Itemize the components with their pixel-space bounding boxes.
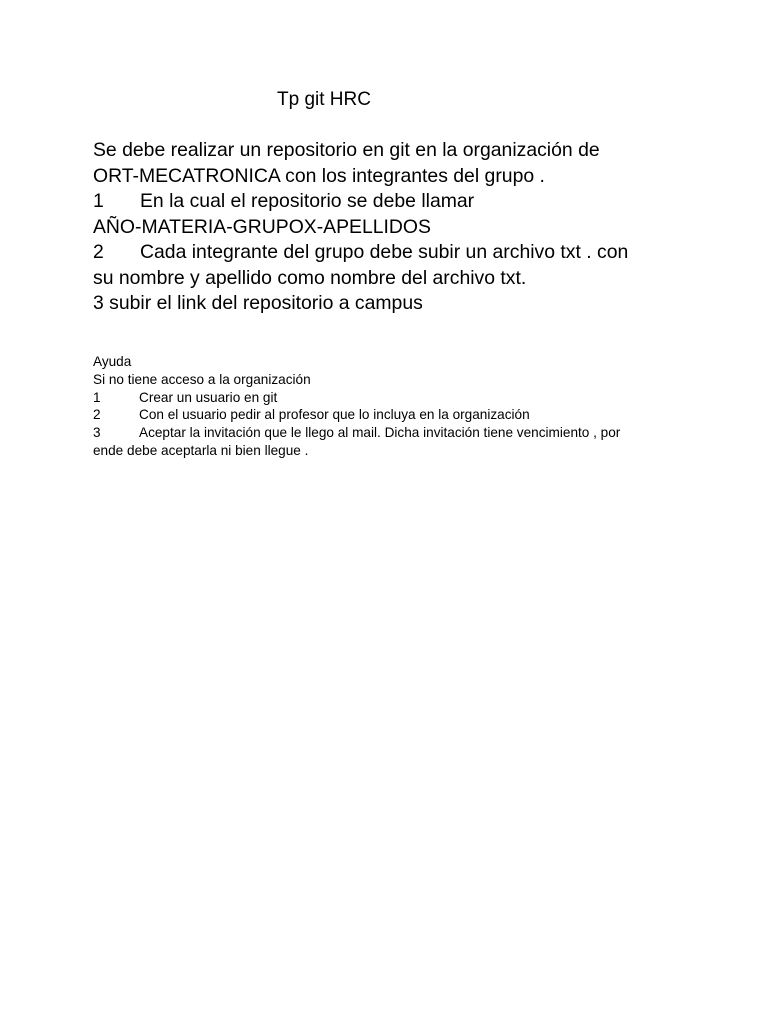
step-1-number: 1 bbox=[93, 190, 104, 212]
help-subheading: Si no tiene acceso a la organización bbox=[93, 371, 311, 387]
help-item-2 bbox=[93, 406, 713, 424]
step-1 bbox=[93, 189, 733, 215]
help-item-3 bbox=[93, 424, 713, 442]
help-item-3-text: Aceptar la invitación que le llego al mail. Dicha invitación tiene vencimiento , por bbox=[139, 425, 621, 441]
help-heading: Ayuda bbox=[93, 354, 132, 369]
step-2-number: 2 bbox=[93, 241, 104, 263]
help-item-3-number: 3 bbox=[93, 425, 101, 441]
main-instructions bbox=[93, 138, 733, 317]
step-1-text: En la cual el repositorio se debe llamar bbox=[140, 190, 475, 212]
help-item-2-text: Con el usuario pedir al profesor que lo incluya en la organización bbox=[139, 407, 530, 423]
help-item-1-number: 1 bbox=[93, 389, 101, 405]
help-section bbox=[93, 353, 713, 460]
step-2-continuation: su nombre y apellido como nombre del archivo txt. bbox=[93, 266, 527, 289]
step-2-text: Cada integrante del grupo debe subir un archivo txt . con bbox=[140, 241, 629, 263]
intro-line-2: ORT-MECATRONICA con los integrantes del grupo . bbox=[93, 164, 545, 187]
help-item-3-continuation: ende debe aceptarla ni bien llegue . bbox=[93, 442, 309, 458]
help-item-2-number: 2 bbox=[93, 407, 101, 423]
document-title: Tp git HRC bbox=[277, 89, 371, 110]
help-item-1 bbox=[93, 389, 713, 407]
intro-line-1: Se debe realizar un repositorio en git en la organización de bbox=[93, 139, 600, 161]
step-1-continuation: AÑO-MATERIA-GRUPOX-APELLIDOS bbox=[93, 215, 431, 238]
step-2 bbox=[93, 240, 733, 266]
step-3: 3 subir el link del repositorio a campus bbox=[93, 292, 423, 314]
help-item-1-text: Crear un usuario en git bbox=[139, 389, 278, 405]
